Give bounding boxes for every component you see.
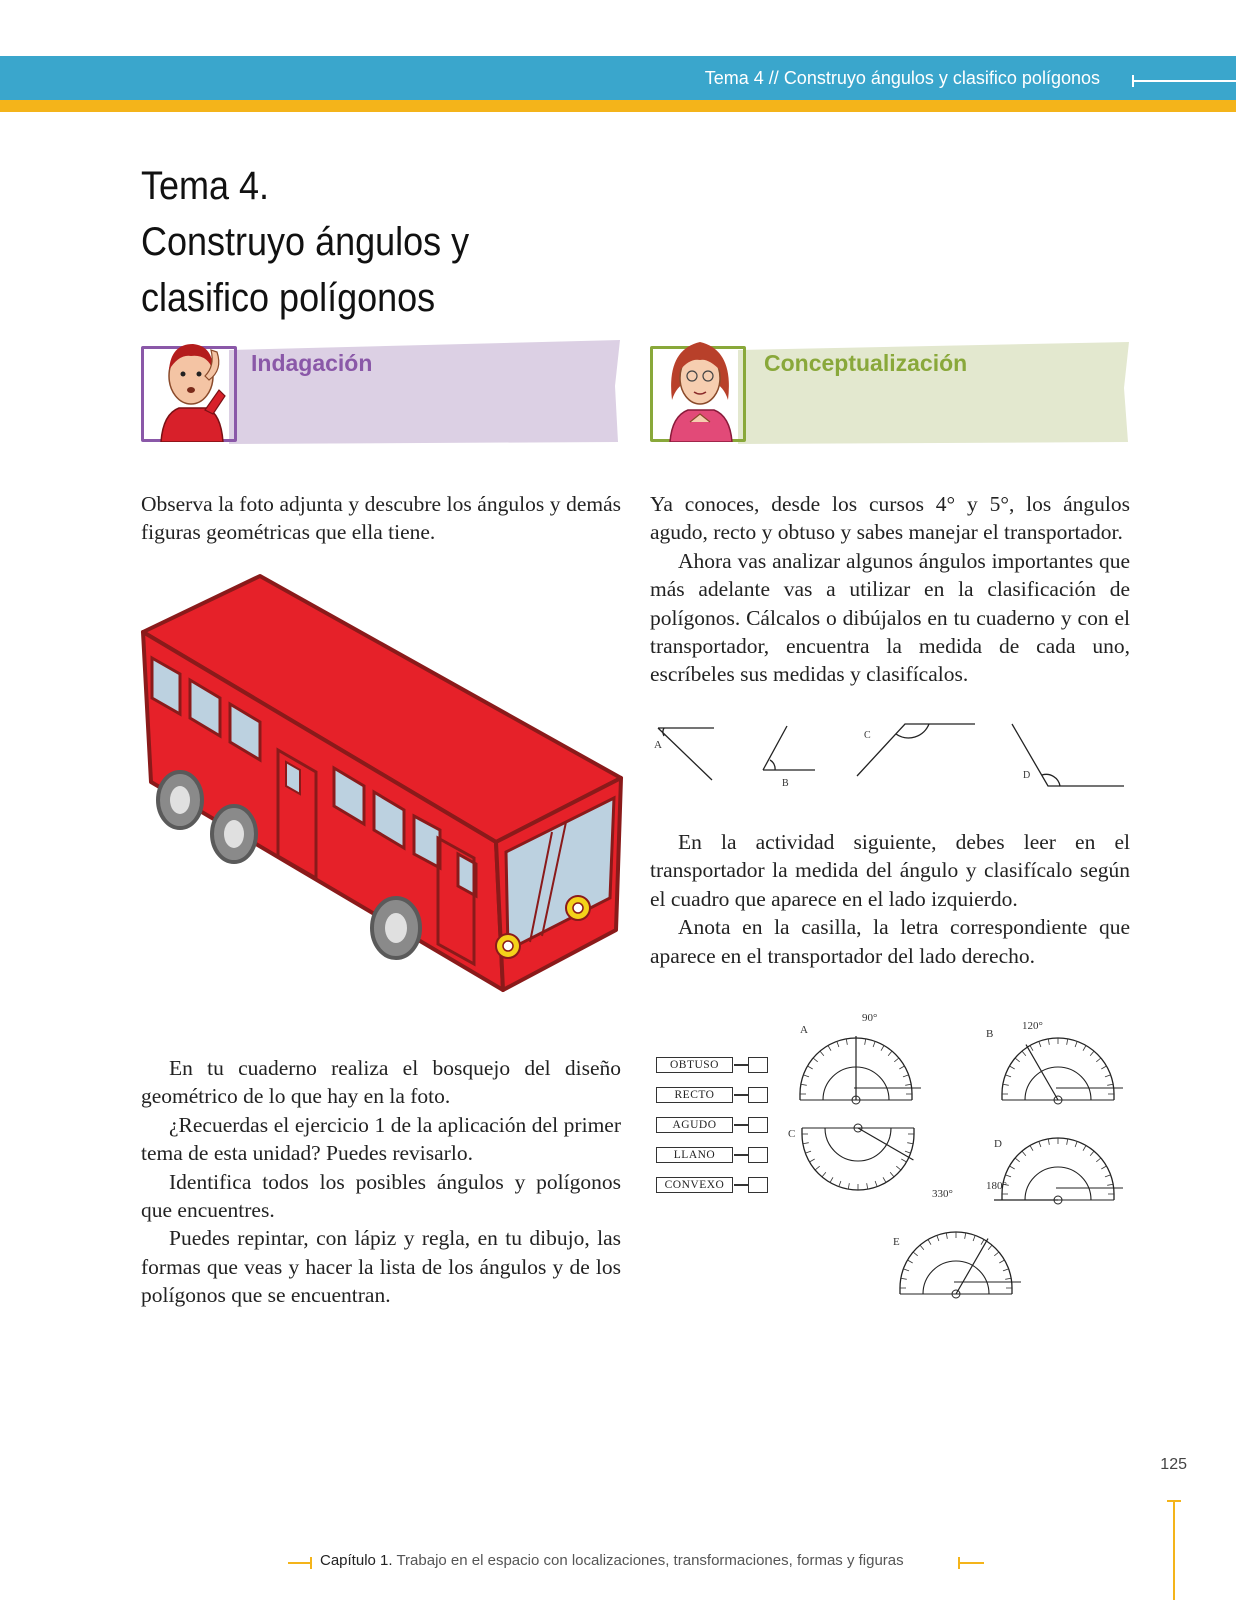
angle-label-c: C (864, 730, 871, 741)
indagacion-intro-text: Observa la foto adjunta y descubre los ángulos y demás figuras geométricas que ella tiene. (141, 492, 621, 545)
conceptualizacion-paragraph-1: Ya conoces, desde los cursos 4° y 5°, los ángulos agudo, recto y obtuso y sabes manejar el transportador. (650, 492, 1130, 545)
header-accent-bar (0, 100, 1236, 112)
angle-label-d: D (1023, 770, 1031, 781)
indagacion-intro (141, 490, 621, 547)
indagacion-banner (141, 338, 622, 444)
option-connector (734, 1064, 748, 1066)
protractor-a (791, 1026, 921, 1106)
indagacion-paragraph-3: Identifica todos los posibles ángulos y polígonos que encuentres. (141, 1169, 621, 1223)
protractor-reading-d: 180° (986, 1180, 1007, 1192)
protractor-reading-c: 330° (932, 1188, 953, 1200)
option-label-agudo: AGUDO (656, 1117, 733, 1133)
protractor-letter-e: E (893, 1236, 900, 1248)
conceptualizacion-paragraph-2: Ahora vas analizar algunos ángulos importantes que más adelante vas a utilizar en la clasificación de polígonos. Cálcalos o dibújalos en tu cuaderno y con el transportador, encuentra la medida de cada uno, escríbeles sus medidas y clasifícalos. (650, 548, 1130, 687)
indagacion-paragraph-2: ¿Recuerdas el ejercicio 1 de la aplicación del primer tema de esta unidad? Puedes revisarlo. (141, 1112, 621, 1166)
page-title (141, 158, 469, 326)
protractor-letter-a: A (800, 1024, 808, 1036)
running-header: Tema 4 // Construyo ángulos y clasifico polígonos (704, 68, 1100, 88)
protractor-reading-b: 120° (1022, 1020, 1043, 1032)
girl-teacher-icon (660, 330, 740, 442)
conceptualizacion-text-2 (650, 828, 1130, 970)
footer-chapter: Capítulo 1. (320, 1552, 393, 1569)
footer-rule-left (288, 1562, 312, 1564)
option-connector (734, 1124, 748, 1126)
option-label-convexo: CONVEXO (656, 1177, 733, 1193)
protractor-reading-a: 90° (862, 1012, 878, 1024)
protractor-letter-c: C (788, 1128, 796, 1140)
option-label-obtuso: OBTUSO (656, 1057, 733, 1073)
conceptualizacion-text-1 (650, 490, 1130, 689)
indagacion-paragraph-4: Puedes repintar, con lápiz y regla, en tu dibujo, las formas que veas y hacer la lista de los ángulos y de los polígonos que se encuentran. (141, 1226, 621, 1308)
answer-box-obtuso[interactable] (748, 1057, 768, 1073)
option-label-recto: RECTO (656, 1087, 733, 1103)
footer-rule-right (958, 1562, 984, 1564)
answer-box-convexo[interactable] (748, 1177, 768, 1193)
header-rule (1132, 80, 1236, 82)
option-connector (734, 1094, 748, 1096)
angle-figures (650, 716, 1130, 790)
indagacion-paragraph-1: En tu cuaderno realiza el bosquejo del diseño geométrico de lo que hay en la foto. (141, 1056, 621, 1109)
footer-vertical-rule (1173, 1500, 1175, 1600)
footer-caption (320, 1552, 904, 1569)
conceptualizacion-label: Conceptualización (764, 350, 968, 376)
footer-text: Trabajo en el espacio con localizaciones, transformaciones, formas y figuras (396, 1552, 904, 1569)
option-connector (734, 1184, 748, 1186)
indagacion-label: Indagación (251, 350, 373, 376)
title-line-1: Tema 4. (141, 164, 270, 208)
page-number: 125 (1160, 1456, 1187, 1473)
answer-box-agudo[interactable] (748, 1117, 768, 1133)
protractor-b (993, 1026, 1123, 1106)
indagacion-instructions (141, 1054, 621, 1310)
title-line-3: clasifico polígonos (141, 276, 436, 320)
boy-thinking-icon (151, 330, 231, 442)
conceptualizacion-paragraph-4: Anota en la casilla, la letra correspondiente que aparece en el transportador del lado derecho. (650, 915, 1130, 968)
angle-label-b: B (782, 778, 789, 789)
protractor-d (993, 1126, 1123, 1206)
protractor-e (891, 1220, 1021, 1300)
red-bus-illustration (138, 572, 626, 1008)
conceptualizacion-banner (650, 338, 1131, 444)
angle-label-a: A (654, 739, 662, 751)
protractor-letter-b: B (986, 1028, 994, 1040)
option-label-llano: LLANO (656, 1147, 733, 1163)
protractor-letter-d: D (994, 1138, 1002, 1150)
protractor-c (793, 1122, 923, 1202)
conceptualizacion-paragraph-3: En la actividad siguiente, debes leer en el transportador la medida del ángulo y clasifícalo según el cuadro que aparece en el lado izquierdo. (650, 830, 1130, 911)
answer-box-llano[interactable] (748, 1147, 768, 1163)
title-line-2: Construyo ángulos y (141, 220, 470, 264)
option-connector (734, 1154, 748, 1156)
answer-box-recto[interactable] (748, 1087, 768, 1103)
